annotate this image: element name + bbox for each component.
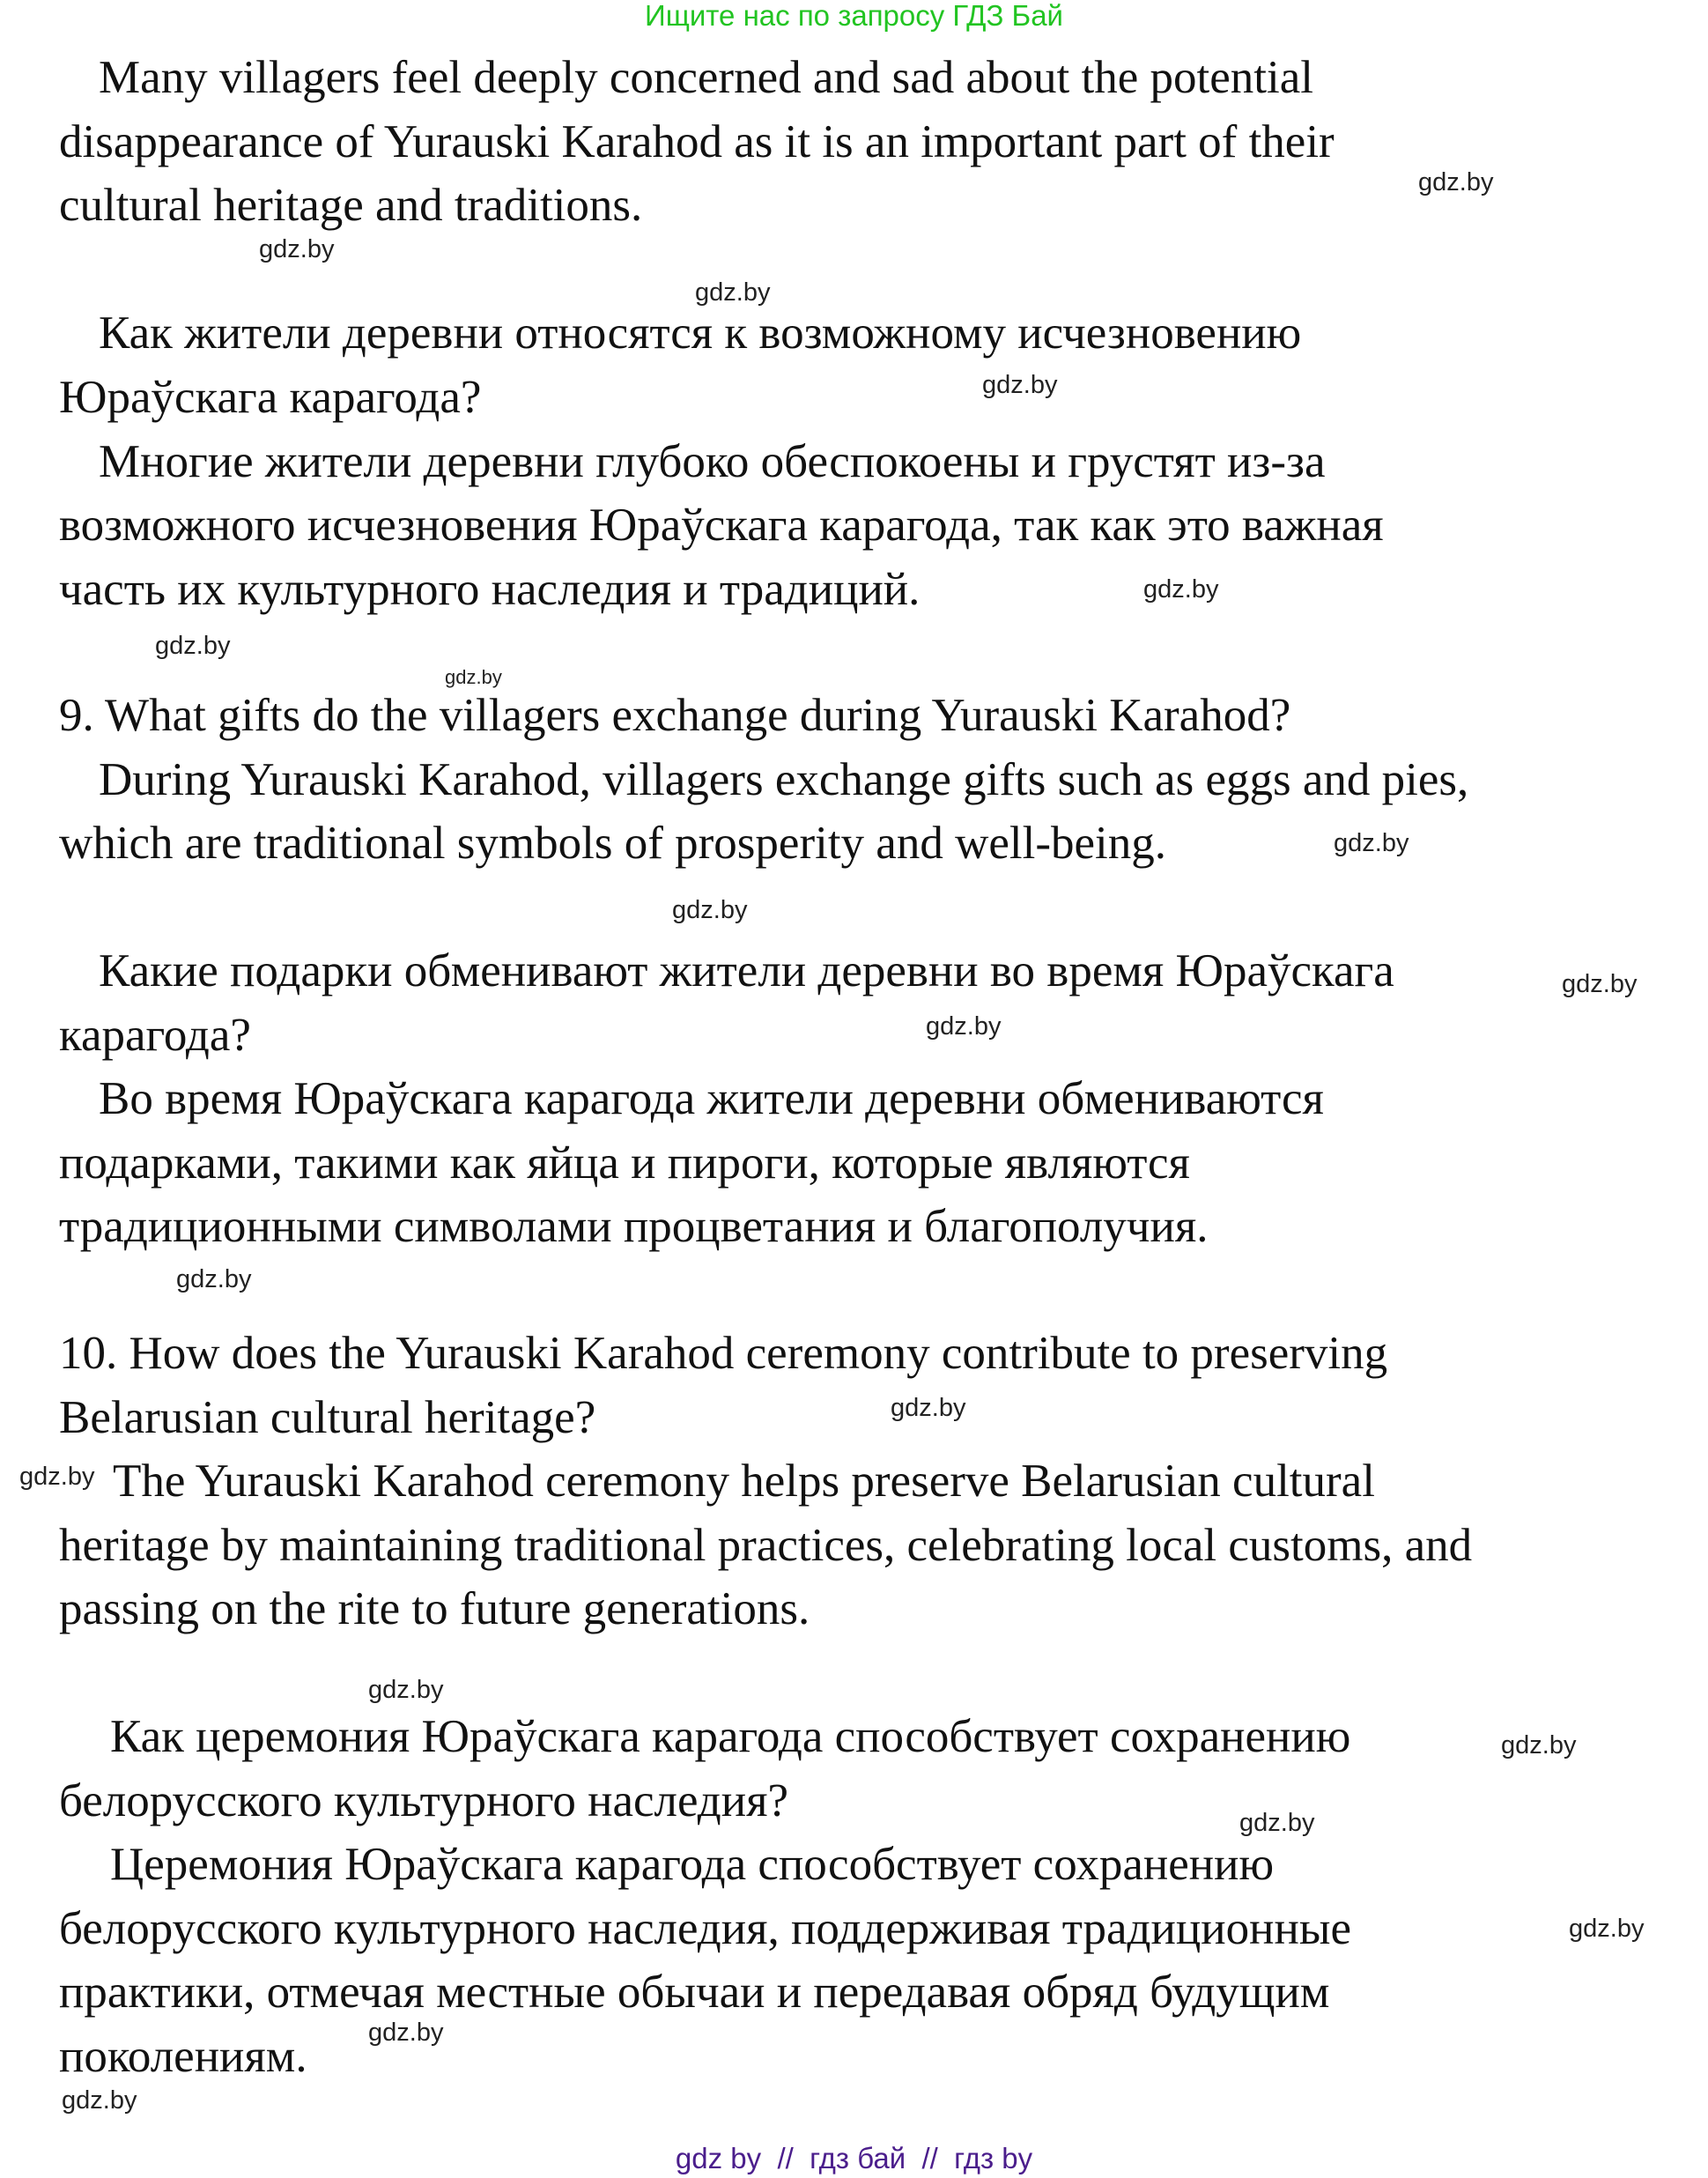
watermark: gdz.by xyxy=(1501,1731,1577,1759)
text-line: белорусского культурного наследия, поддерживая традиционные xyxy=(59,1903,1351,1954)
text-line: карагода? xyxy=(59,1010,251,1061)
watermark: gdz.by xyxy=(672,896,748,924)
watermark: gdz.by xyxy=(155,632,231,660)
text-line: Belarusian cultural heritage? xyxy=(59,1392,596,1443)
watermark: gdz.by xyxy=(891,1394,966,1422)
text-line: поколениям. xyxy=(59,2031,307,2082)
question-9: 9. What gifts do the villagers exchange during Yurauski Karahod? xyxy=(59,690,1291,741)
watermark: gdz.by xyxy=(19,1463,95,1491)
text-line: which are traditional symbols of prosperity and well-being. xyxy=(59,818,1166,869)
text-line: Many villagers feel deeply concerned and sad about the potential xyxy=(99,52,1313,103)
text-line: подарками, такими как яйца и пироги, которые являются xyxy=(59,1137,1190,1189)
watermark: gdz.by xyxy=(62,2086,137,2115)
watermark: gdz.by xyxy=(1143,575,1219,604)
text-line: Церемония Юраўскага карагода способствует сохранению xyxy=(110,1839,1275,1890)
watermark: gdz.by xyxy=(982,371,1058,399)
watermark: gdz.by xyxy=(368,1676,444,1704)
text-line: disappearance of Yurauski Karahod as it is an important part of their xyxy=(59,116,1335,167)
text-line: практики, отмечая местные обычаи и передавая обряд будущим xyxy=(59,1967,1330,2018)
text-line: Какие подарки обменивают жители деревни во время Юраўскага xyxy=(99,945,1394,996)
text-line: During Yurauski Karahod, villagers exchange gifts such as eggs and pies, xyxy=(99,754,1469,805)
text-line: возможного исчезновения Юраўскага карагода, так как это важная xyxy=(59,500,1384,551)
header-banner: Ищите нас по запросу ГДЗ Бай xyxy=(645,0,1063,32)
question-10: 10. How does the Yurauski Karahod ceremony contribute to preserving xyxy=(59,1328,1388,1379)
text-line: Юраўскага карагода? xyxy=(59,372,482,423)
text-line: традиционными символами процветания и благополучия. xyxy=(59,1201,1209,1252)
text-line: The Yurauski Karahod ceremony helps preserve Belarusian cultural xyxy=(113,1456,1375,1507)
text-line: cultural heritage and traditions. xyxy=(59,180,643,231)
footer-links: gdz by // гдз бай // гдз by xyxy=(675,2142,1033,2174)
text-line: passing on the rite to future generations. xyxy=(59,1583,810,1634)
watermark: gdz.by xyxy=(1239,1809,1315,1837)
watermark: gdz.by xyxy=(368,2019,444,2047)
text-line: heritage by maintaining traditional practices, celebrating local customs, and xyxy=(59,1520,1473,1571)
text-line: Во время Юраўскага карагода жители деревни обмениваются xyxy=(99,1073,1324,1124)
text-line: белорусского культурного наследия? xyxy=(59,1775,788,1826)
text-line: Как церемония Юраўскага карагода способствует сохранению xyxy=(110,1711,1351,1762)
text-line: Многие жители деревни глубоко обеспокоены и грустят из-за xyxy=(99,436,1326,487)
watermark: gdz.by xyxy=(1569,1915,1645,1943)
watermark: gdz.by xyxy=(1334,829,1409,857)
text-line: Как жители деревни относятся к возможному исчезновению xyxy=(99,307,1302,359)
watermark: gdz.by xyxy=(695,278,771,307)
watermark: gdz.by xyxy=(926,1012,1002,1041)
watermark: gdz.by xyxy=(445,666,502,688)
watermark: gdz.by xyxy=(176,1265,252,1293)
watermark: gdz.by xyxy=(1418,168,1494,196)
watermark: gdz.by xyxy=(259,235,335,263)
text-line: часть их культурного наследия и традиций. xyxy=(59,564,921,615)
watermark: gdz.by xyxy=(1562,970,1638,998)
